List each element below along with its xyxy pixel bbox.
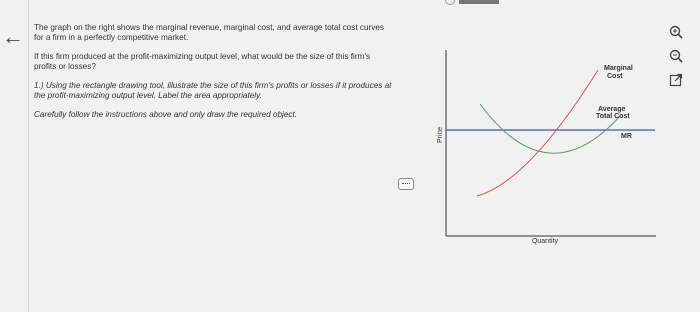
- back-arrow-icon[interactable]: ←: [2, 24, 24, 49]
- zoom-out-icon[interactable]: [668, 48, 684, 64]
- x-axis-label: Quantity: [531, 238, 559, 245]
- mr-label: MR: [621, 133, 632, 140]
- question-note: Carefully follow the instructions above and only draw the required object.: [34, 110, 298, 119]
- atc-label-line1: Average: [598, 106, 626, 113]
- zoom-in-icon[interactable]: [668, 24, 684, 40]
- question-prompt: If this firm produced at the profit-maximizing output level, what would be the size of this firm's profits or losses?: [34, 52, 371, 71]
- mc-label-line2: Cost: [607, 73, 623, 80]
- question-instruction: 1.) Using the rectangle drawing tool, illustrate the size of this firm's profits or losses if it produces at the profit-maximizing output level. Label the area appropriately.: [34, 81, 392, 100]
- atc-label-line2: Total Cost: [596, 113, 630, 120]
- y-axis-label: Price: [437, 127, 444, 143]
- drawing-toolbar: [668, 24, 690, 96]
- mc-curve: [477, 70, 598, 196]
- open-external-icon[interactable]: [668, 72, 684, 88]
- mc-label-line1: Marginal: [604, 65, 633, 72]
- question-intro: The graph on the right shows the marginal revenue, marginal cost, and average total cost curves for a firm in a perfectly competitive market.: [34, 23, 384, 42]
